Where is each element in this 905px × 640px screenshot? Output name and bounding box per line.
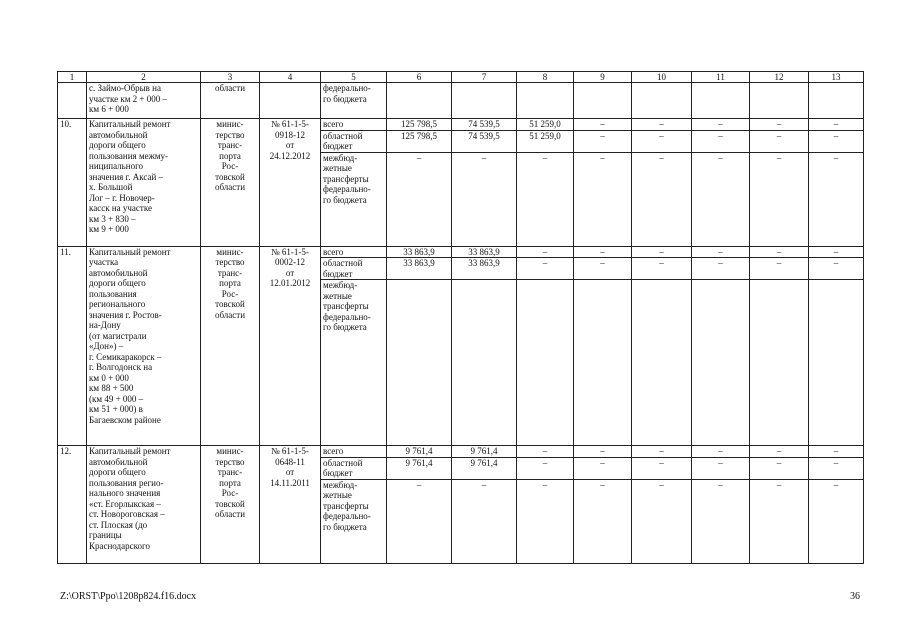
value-cell: – [809,457,864,479]
value-cell: – [632,152,692,246]
value-cell: – [632,246,692,258]
value-cell: – [387,152,452,246]
funding-source: областной бюджет [321,457,387,479]
value-cell [632,280,692,446]
table-row-continuation [58,83,864,119]
value-cell: – [574,152,632,246]
value-cell: – [750,479,809,563]
value-cell: – [517,152,574,246]
value-cell: 9 761,4 [452,457,517,479]
value-cell: – [632,130,692,152]
value-cell [517,280,574,446]
value-cell: – [632,258,692,280]
value-cell [574,280,632,446]
value-cell: – [750,457,809,479]
col-header: 4 [260,72,321,83]
col-header: 13 [809,72,864,83]
object-name: Капитальный ремонт участка автомобильной дороги общего пользования регионального значения г. Ростов- на-Дону (от магистрали «Дон») – г. Семикаракорск – г. Волгодонск на км 0 + 000 км 88 + 500 (км 49 + 000 – км 51 + 000) в Багаевском районе [87,246,201,446]
row-number: 11. [58,246,87,446]
value-cell: 125 798,5 [387,130,452,152]
funding-source: областной бюджет [321,258,387,280]
project-doc: № 61-1-5- 0918-12 от 24.12.2012 [260,119,321,247]
value-cell [387,280,452,446]
value-cell: – [574,130,632,152]
value-cell: – [750,446,809,458]
value-cell: 9 761,4 [387,457,452,479]
funding-source: всего [321,446,387,458]
value-cell: – [750,258,809,280]
value-cell: – [692,152,750,246]
value-cell: – [692,130,750,152]
col-header: 1 [58,72,87,83]
value-cell: – [452,479,517,563]
table-row [58,246,864,258]
value-cell: – [517,446,574,458]
value-cell: – [809,130,864,152]
col-header: 3 [201,72,260,83]
value-cell: – [574,446,632,458]
col-header: 7 [452,72,517,83]
row-number: 12. [58,446,87,564]
value-cell: 74 539,5 [452,130,517,152]
col-header: 2 [87,72,201,83]
funding-source: межбюд- жетные трансферты федерально- го бюджета [321,479,387,563]
value-cell: – [692,246,750,258]
value-cell: – [574,479,632,563]
file-path: Z:\ORST\Ppo\1208p824.f16.docx [60,591,197,602]
value-cell: 125 798,5 [387,119,452,131]
value-cell: – [809,119,864,131]
value-cell: – [517,246,574,258]
value-cell: 33 863,9 [387,258,452,280]
value-cell: – [809,446,864,458]
value-cell: – [517,479,574,563]
value-cell: – [692,119,750,131]
funding-source: межбюд- жетные трансферты федерально- го бюджета [321,280,387,446]
value-cell: – [574,457,632,479]
col-header: 6 [387,72,452,83]
value-cell [692,280,750,446]
col-header: 5 [321,72,387,83]
funding-source: межбюд- жетные трансферты федерально- го бюджета [321,152,387,246]
table-row [58,119,864,131]
funding-source: федерально- го бюджета [321,83,387,119]
col-header: 12 [750,72,809,83]
budget-table [57,71,864,564]
value-cell: – [692,479,750,563]
value-cell: – [452,152,517,246]
value-cell: – [750,246,809,258]
customer: минис- терство транс- порта Рос- товской области [201,446,260,564]
value-cell: – [632,457,692,479]
page-number: 36 [850,591,860,602]
value-cell: – [632,119,692,131]
value-cell: – [692,457,750,479]
value-cell: – [809,479,864,563]
value-cell: – [809,152,864,246]
value-cell: – [574,119,632,131]
value-cell: – [517,457,574,479]
value-cell: 33 863,9 [452,258,517,280]
table-row [58,446,864,458]
value-cell: – [750,119,809,131]
value-cell: – [387,479,452,563]
value-cell: 9 761,4 [452,446,517,458]
object-name: Капитальный ремонт автомобильной дороги общего пользования регио- нального значения «ст. Егорлыкская – ст. Новороговская – ст. Плоская (до границы Краснодарского [87,446,201,564]
value-cell: – [809,258,864,280]
col-header: 9 [574,72,632,83]
value-cell: – [632,446,692,458]
value-cell: 9 761,4 [387,446,452,458]
customer: минис- терство транс- порта Рос- товской области [201,119,260,247]
col-header: 8 [517,72,574,83]
value-cell: 74 539,5 [452,119,517,131]
value-cell: 33 863,9 [387,246,452,258]
value-cell: – [517,258,574,280]
customer: области [201,83,260,119]
funding-source: областной бюджет [321,130,387,152]
object-name: с. Займо-Обрыв на участке км 2 + 000 – км 6 + 000 [87,83,201,119]
row-number: 10. [58,119,87,247]
value-cell: – [692,446,750,458]
value-cell: – [692,258,750,280]
value-cell: – [750,130,809,152]
value-cell: 33 863,9 [452,246,517,258]
project-doc: № 61-1-5- 0648-11 от 14.11.2011 [260,446,321,564]
value-cell: – [809,246,864,258]
column-number-row [58,72,864,83]
customer: минис- терство транс- порта Рос- товской области [201,246,260,446]
funding-source: всего [321,119,387,131]
value-cell: 51 259,0 [517,119,574,131]
value-cell: – [750,152,809,246]
value-cell: 51 259,0 [517,130,574,152]
funding-source: всего [321,246,387,258]
object-name: Капитальный ремонт автомобильной дороги общего пользования межму- ниципального значения г. Аксай – х. Большой Лог – г. Новочер- касск на участке км 3 + 830 – км 9 + 000 [87,119,201,247]
project-doc: № 61-1-5- 0002-12 от 12.01.2012 [260,246,321,446]
value-cell: – [632,479,692,563]
value-cell [750,280,809,446]
value-cell: – [574,258,632,280]
col-header: 10 [632,72,692,83]
value-cell [452,280,517,446]
value-cell: – [574,246,632,258]
value-cell [809,280,864,446]
col-header: 11 [692,72,750,83]
